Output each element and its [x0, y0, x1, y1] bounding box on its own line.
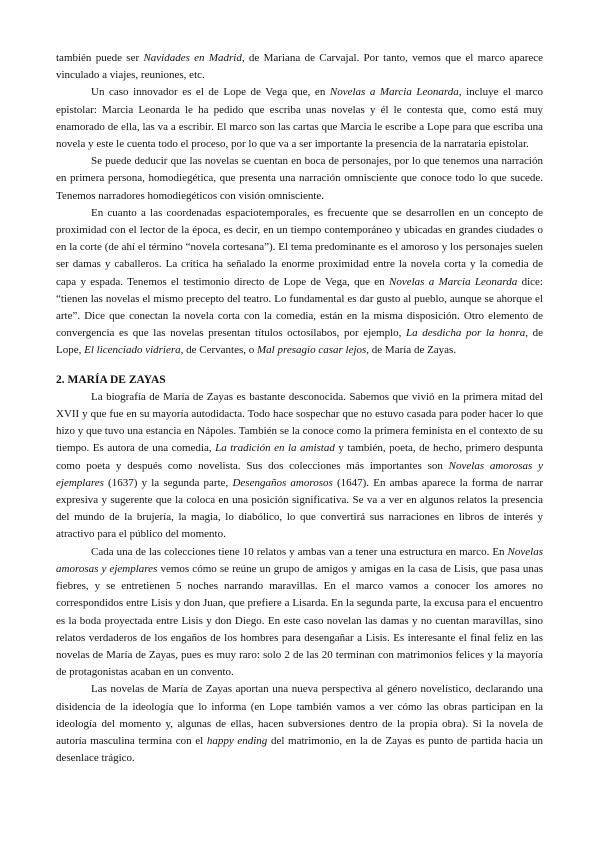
text: también puede ser — [56, 52, 144, 64]
text: (1637) y la segunda parte, — [103, 476, 233, 489]
section-heading: 2. MARÍA DE ZAYAS — [56, 373, 166, 386]
text: dice: “tienen las novelas el mismo precepto del teatro. Lo fundamental es dar gusto al pueblo, aunque se ahorque el arte”. Dice que conectan la novela corta con la comedia, están en la misma disposición. Otro elemento de convergencia es que las novelas presentan títulos octosílabos, por ejemplo, — [56, 275, 543, 340]
book-title: Navidades en Madrid — [143, 52, 242, 64]
text: (1647). En ambas aparece la forma de narrar expresiva y sugerente que la coloca en una posición significativa. Se va a ver en algunos relatos la presencia del mundo de la brujería, la magia, lo diabólico, lo que convertirá sus narraciones en libros de interés y atractivo para el público del momento. — [56, 476, 544, 541]
text: , incluye el marco epistolar: Marcia Leonarda le ha pedido que escriba unas novelas y él le contesta que, como está muy enamorado de ella, las va a escribir. El marco son las cartas que Marcia le escribe a Lope para que escriba una novela y este le cuenta todo el proceso, por lo que va a ser importante la presencia de la narrataria epistolar. — [56, 86, 543, 151]
document-page — [56, 50, 543, 767]
book-title: Mal presagio casar lejos — [257, 344, 367, 357]
book-title: Novelas amorosas y ejemplares — [56, 545, 543, 575]
text: , de Mariana de Carvajal. Por tanto, vemos que el marco aparece vinculado a viajes, reuniones, etc. — [56, 52, 543, 82]
text: Se puede deducir que las novelas se cuentan en boca de personajes, por lo que tenemos una narración en primera persona, homodiegética, que presenta una narración omnisciente que conoce todo lo que sucede. Tenemos narradores homodiegéticos con visión omnisciente. — [56, 155, 543, 202]
paragraph-5 — [56, 389, 543, 544]
book-title: Novelas a Marcia Leonarda — [389, 275, 518, 288]
text: del matrimonio, en la de Zayas es punto de partida hacia un desenlace trágico. — [56, 734, 543, 765]
text: , de Lope, — [56, 327, 543, 357]
text: y también, poeta, de hecho, primero despunta como poeta y después como novelista. Sus dos colecciones más importantes son — [56, 442, 543, 472]
paragraph-4 — [56, 205, 543, 360]
paragraph-3 — [56, 153, 543, 205]
paragraph-6 — [56, 544, 543, 682]
book-title: Novelas amorosas y ejemplares — [56, 459, 543, 489]
text: vemos cómo se reúne un grupo de amigos y amigas en la casa de Lisis, que pasa unas fiebres, y se entretienen 5 noches narrando maravillas. En el marco vamos a conocer los amores no correspondidos entre Lisis y don Juan, que prefiere a Lisarda. En la segunda parte, la excusa para el encuentro es la boda proyectada entre Lisis y don Diego. En este caso novelan las damas y no cuentan maravillas, sino relatos verdaderos de los engaños de los hombres para desengañar a Lisis. Es interesante el final feliz en las novelas de María de Zayas, pues es muy raro: solo 2 de las 20 terminan con matrimonios felices y la mayoría de protagonistas acaban en un convento. — [56, 562, 544, 679]
text: Cada una de las colecciones tiene 10 relatos y ambas van a tener una estructura en marco. En — [91, 545, 508, 558]
text: Un caso innovador es el de Lope de Vega que, en — [91, 86, 330, 99]
text: , de Cervantes, o — [180, 344, 258, 357]
text: , de María de Zayas. — [366, 344, 457, 357]
book-title: La desdicha por la honra — [406, 327, 526, 340]
book-title: El licenciado vidriera — [84, 344, 181, 357]
book-title: La tradición en la amistad — [215, 442, 335, 455]
foreign-term: happy ending — [206, 734, 268, 747]
book-title: Desengaños amorosos — [232, 476, 333, 489]
paragraph-2 — [56, 84, 543, 153]
paragraph-1 — [56, 50, 543, 84]
book-title: Novelas a Marcia Leonarda — [329, 86, 459, 99]
text: La biografía de María de Zayas es bastante desconocida. Sabemos que vivió en la primera mitad del XVII y que fue en su mayoría autodidacta. Todo hace sospechar que no estuvo casada para poder hacer lo que hizo y que tuvo una estancia en Nápoles. También se la conoce como la primera feminista en el contexto de su tiempo. Es autora de una comedia, — [56, 390, 543, 455]
text: En cuanto a las coordenadas espaciotemporales, es frecuente que se desarrollen en un concepto de proximidad con el lector de la época, es decir, en un tiempo contemporáneo y ubicadas en grandes ciudades o en la corte (de ahí el término “novela cortesana”). El tema predominante es el amoroso y los personajes suelen ser damas y caballeros. La crítica ha señalado la enorme proximidad entre la novela corta y la comedia de capa y espada. Tenemos el testimonio directo de Lope de Vega, que en — [56, 206, 543, 288]
text: Las novelas de María de Zayas aportan una nueva perspectiva al género novelístico, declarando una disidencia de la ideología que lo informa (en Lope también vamos a ver cómo las obras participan en la ideología del momento y, algunas de ellas, hacen subversiones dentro de la propia obra). Si la novela de autoría masculina termina con el — [56, 683, 543, 747]
paragraph-7 — [56, 681, 543, 767]
